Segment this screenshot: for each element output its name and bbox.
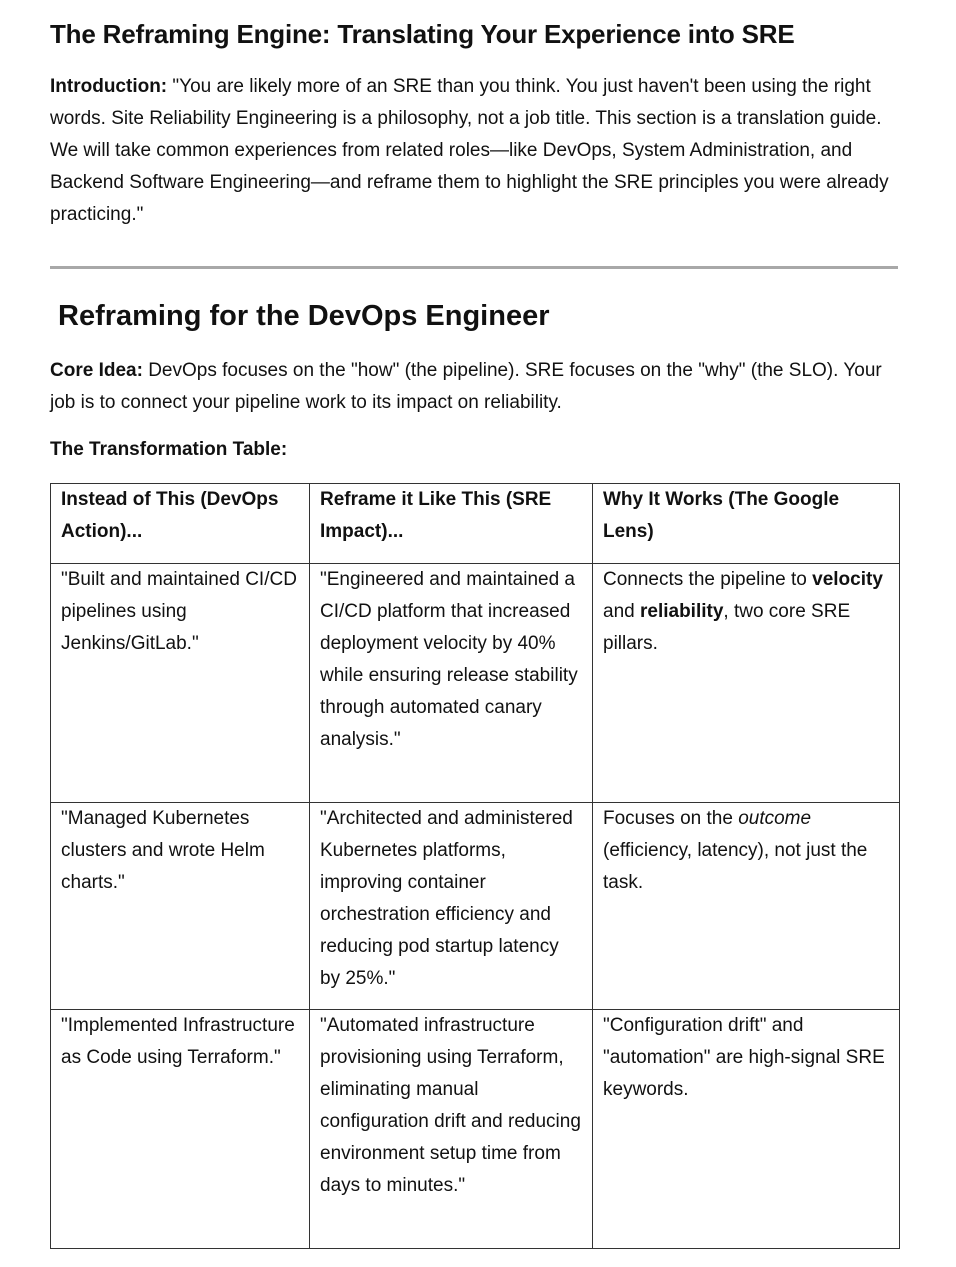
cell-instead: "Built and maintained CI/CD pipelines using Jenkins/GitLab." [51, 564, 310, 803]
cell-why [593, 803, 900, 1010]
table-header-row [51, 484, 900, 564]
cell-reframe: "Automated infrastructure provisioning using Terraform, eliminating manual configuration drift and reducing environment setup time from days to minutes." [310, 1010, 593, 1249]
intro-text: "You are likely more of an SRE than you think. You just haven't been using the right words. Site Reliability Engineering is a philosophy, not a job title. This section is a translation guide. We will take common experiences from related roles—like DevOps, System Administration, and Backend Software Engineering—and reframe them to highlight the SRE principles you were already practicing." [50, 76, 889, 225]
cell-why: "Configuration drift" and "automation" are high-signal SRE keywords. [593, 1010, 900, 1249]
table-row [51, 803, 900, 1010]
cell-instead: "Implemented Infrastructure as Code using Terraform." [51, 1010, 310, 1249]
header-why: Why It Works (The Google Lens) [593, 484, 900, 564]
cell-instead: "Managed Kubernetes clusters and wrote Helm charts." [51, 803, 310, 1010]
cell-reframe: "Architected and administered Kubernetes platforms, improving container orchestration efficiency and reducing pod startup latency by 25%." [310, 803, 593, 1010]
cell-reframe: "Engineered and maintained a CI/CD platform that increased deployment velocity by 40% while ensuring release stability through automated canary analysis." [310, 564, 593, 803]
header-instead: Instead of This (DevOps Action)... [51, 484, 310, 564]
core-idea-label: Core Idea: [50, 360, 143, 381]
why-emphasis: reliability [639, 601, 724, 622]
core-idea-text: DevOps focuses on the "how" (the pipeline). SRE focuses on the "why" (the SLO). Your job is to connect your pipeline work to its impact on reliability. [50, 360, 882, 413]
core-idea-paragraph [50, 355, 898, 419]
table-row [51, 564, 900, 803]
why-text: Focuses on the [603, 808, 739, 829]
document-title: The Reframing Engine: Translating Your Experience into SRE [50, 19, 795, 49]
why-text: and [603, 601, 640, 622]
section-title: Reframing for the DevOps Engineer [58, 300, 550, 332]
why-text: Connects the pipeline to [603, 569, 813, 590]
why-text: , two core SRE pillars. [603, 601, 851, 654]
why-text: (efficiency, latency), not just the task. [603, 840, 868, 893]
transformation-table [50, 483, 900, 1249]
table-row [51, 1010, 900, 1249]
why-emphasis: velocity [812, 569, 883, 590]
intro-paragraph [50, 71, 898, 231]
table-heading: The Transformation Table: [50, 439, 288, 460]
horizontal-divider [50, 266, 898, 269]
intro-label: Introduction: [50, 76, 168, 97]
header-reframe: Reframe it Like This (SRE Impact)... [310, 484, 593, 564]
cell-why [593, 564, 900, 803]
why-emphasis: outcome [738, 808, 812, 829]
